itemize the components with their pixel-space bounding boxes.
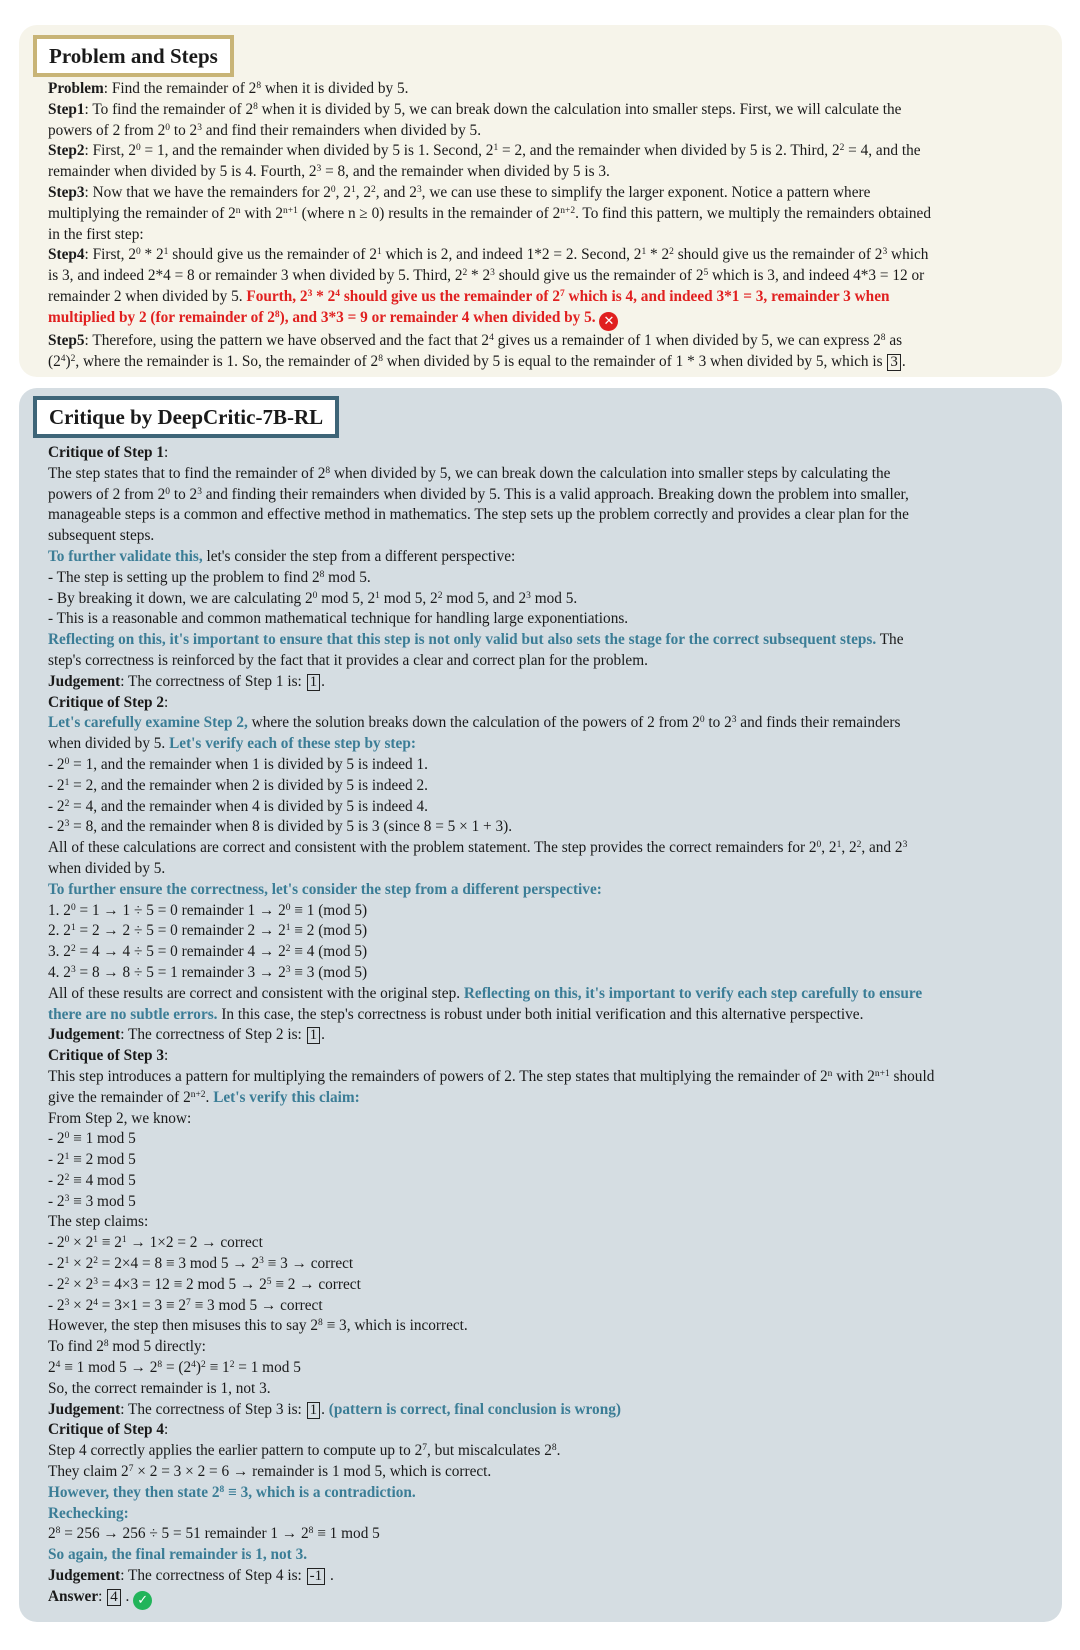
problem-line: powers of 2 from $2^0$ to $2^3$ and find their remainders when divided by 5. (48, 121, 482, 139)
critique-line: So, the correct remainder is 1, not 3. (48, 1379, 271, 1397)
check-icon: ✓ (133, 1591, 152, 1610)
critique-line: when divided by 5. Let's verify each of these step by step: (48, 735, 416, 753)
critique-line: step's correctness is reinforced by the fact that it provides a clear and correct plan for the problem. (48, 651, 648, 669)
critique-line: when divided by 5. (48, 859, 166, 877)
critique-line: Judgement: The correctness of Step 1 is: 1 . (48, 672, 325, 690)
problem-line: Step5: Therefore, using the pattern we have observed and the fact that $2^4$ gives us a remainder of 1 when divided by 5, we can express $2^8$ as (48, 331, 903, 349)
critique-line: - $2^2 \equiv 4$ mod 5 (48, 1171, 136, 1189)
problem-line: is 3, and indeed 2*4 = 8 or remainder 3 when divided by 5. Third, $2^2 * 2^3$ should give us the remainder of $2^5$ which is 3, and indeed 4*3 = 12 or (48, 267, 925, 285)
critique-title: Critique by DeepCritic-7B-RL (33, 396, 339, 438)
critique-line: However, the step then misuses this to say $2^8 \equiv 3$, which is incorrect. (48, 1317, 468, 1335)
critique-line: - $2^1 \equiv 2$ mod 5 (48, 1151, 136, 1169)
problem-line: Step4: First, $2^0 * 2^1$ should give us the remainder of $2^1$ which is 2, and indeed 1*2 = 2. Second, $2^1 * 2^2$ should give us the remainder of $2^3$ which (48, 246, 929, 264)
critique-line: The step claims: (48, 1213, 149, 1231)
critique-line: - $2^3 \times 2^4 = 3\times 1 = 3 \equiv 2^7 \equiv 3$ mod 5 → correct (48, 1296, 323, 1314)
problem-content (48, 79, 1048, 372)
critique-line: From Step 2, we know: (48, 1109, 192, 1127)
critique-line: To find $2^8$ mod 5 directly: (48, 1338, 206, 1356)
critique-line: Let's carefully examine Step 2, where the solution breaks down the calculation of the powers of 2 from $2^0$ to $2^3$ and finds their remainders (48, 714, 901, 732)
critique-line: - By breaking it down, we are calculating $2^0$ mod 5, $2^1$ mod 5, $2^2$ mod 5, and $2^3$ mod 5. (48, 589, 578, 607)
critique-line: subsequent steps. (48, 527, 155, 545)
problem-line: remainder 2 when divided by 5. Fourth, $2^3 * 2^4$ should give us the remainder of $2^7$ which is 4, and indeed 3*1 = 3, remainder 3 when (48, 287, 890, 305)
critique-line: They claim $2^7 \times 2 = 3 \times 2 = 6$ → remainder is 1 mod 5, which is correct. (48, 1463, 492, 1481)
problem-line: Step2: First, $2^0 = 1$, and the remainder when divided by 5 is 1. Second, $2^1 = 2$, and the remainder when divided by 5 is 2. Third, $2^2 = 4$, and the (48, 142, 921, 160)
critique-line: To further ensure the correctness, let's consider the step from a different perspective: (48, 880, 602, 898)
critique-line: 4. $2^3 = 8 \to 8 \div 5 = 1$ remainder $3 \to 2^3 \equiv 3$ (mod 5) (48, 963, 368, 981)
critique-line: - $2^1 = 2$, and the remainder when 2 is divided by 5 is indeed 2. (48, 776, 428, 794)
problem-line: multiplied by 2 (for remainder of $2^8$), and 3*3 = 9 or remainder 4 when divided by 5. ✕ (48, 308, 1048, 331)
critique-line: powers of 2 from $2^0$ to $2^3$ and finding their remainders when divided by 5. This is a valid approach. Breaking down the problem into smaller, (48, 485, 909, 503)
critique-panel (19, 388, 1062, 1622)
critique-line: Judgement: The correctness of Step 2 is: 1 . (48, 1026, 325, 1044)
critique-line: - $2^0 \equiv 1$ mod 5 (48, 1130, 136, 1148)
critique-content (48, 443, 1048, 1610)
problem-line: $(2^4)^2$, where the remainder is 1. So, the remainder of $2^8$ when divided by 5 is equal to the remainder of 1 * 3 when divided by 5, which is 3 . (48, 352, 906, 370)
critique-line: However, they then state $2^8 \equiv 3$, which is a contradiction. (48, 1483, 416, 1501)
critique-line: Critique of Step 3: (48, 1047, 169, 1065)
problem-title: Problem and Steps (33, 35, 234, 77)
critique-line: Answer: 4 . ✓ (48, 1587, 1048, 1610)
critique-line: Step 4 correctly applies the earlier pattern to compute up to $2^7$, but miscalculates $2^8$. (48, 1442, 561, 1460)
critique-line: manageable steps is a common and effective method in mathematics. The step sets up the problem correctly and provides a clear plan for the (48, 506, 909, 524)
critique-line: - $2^0 \times 2^1 \equiv 2^1 \to 1\times 2 = 2$ → correct (48, 1234, 263, 1252)
critique-line: - $2^3 \equiv 3$ mod 5 (48, 1192, 136, 1210)
problem-line: Step1: To find the remainder of $2^8$ when it is divided by 5, we can break down the calculation into smaller steps. First, we will calculate the (48, 100, 902, 118)
critique-line: Critique of Step 2: (48, 693, 169, 711)
critique-line: $2^8 = 256 \to 256 \div 5 = 51$ remainder $1 \to 2^8 \equiv 1$ mod 5 (48, 1525, 380, 1543)
critique-line: - $2^0 = 1$, and the remainder when 1 is divided by 5 is indeed 1. (48, 755, 428, 773)
critique-line: Critique of Step 1: (48, 444, 169, 461)
critique-line: - This is a reasonable and common mathematical technique for handling large exponentiations. (48, 610, 629, 628)
critique-line: The step states that to find the remainder of $2^8$ when divided by 5, we can break down the calculation into smaller steps by calculating the (48, 464, 891, 482)
problem-line: Problem: Find the remainder of $2^8$ when it is divided by 5. (48, 80, 409, 97)
problem-line: Step3: Now that we have the remainders for $2^0$, $2^1$, $2^2$, and $2^3$, we can use these to simplify the larger exponent. Notice a pattern where (48, 183, 871, 201)
critique-line: - $2^2 = 4$, and the remainder when 4 is divided by 5 is indeed 4. (48, 797, 428, 815)
problem-panel (19, 25, 1062, 377)
critique-line: - $2^2 \times 2^3 = 4\times 3 = 12 \equiv 2$ mod $5 \to 2^5 \equiv 2$ → correct (48, 1275, 361, 1293)
problem-line: multiplying the remainder of 2$^n$ with $2^{n+1}$ (where n ≥ 0) results in the remainder of $2^{n+2}$. To find this pattern, we multiply the remainders obtained (48, 204, 931, 222)
critique-line: Judgement: The correctness of Step 4 is: -1 . (48, 1567, 334, 1585)
critique-line: - The step is setting up the problem to find $2^8$ mod 5. (48, 568, 371, 586)
critique-line: 1. $2^0 = 1 \to 1 \div 5 = 0$ remainder $1 \to 2^0 \equiv 1$ (mod 5) (48, 901, 368, 919)
critique-line: there are no subtle errors. In this case, the step's correctness is robust under both initial verification and this alternative perspective. (48, 1005, 864, 1023)
critique-line: To further validate this, let's consider the step from a different perspective: (48, 547, 516, 565)
critique-line: Judgement: The correctness of Step 3 is: 1 . (pattern is correct, final conclusion is wrong) (48, 1400, 621, 1418)
critique-line: Reflecting on this, it's important to ensure that this step is not only valid but also sets the stage for the correct subsequent steps. The (48, 631, 904, 649)
critique-line: $2^4 \equiv 1$ mod $5 \to 2^8 = (2^4)^2 \equiv 1^2 = 1$ mod 5 (48, 1359, 301, 1377)
problem-line: in the first step: (48, 225, 144, 243)
error-x-icon: ✕ (599, 312, 618, 331)
problem-line: remainder when divided by 5 is 4. Fourth, $2^3 = 8$, and the remainder when divided by 5 is 3. (48, 163, 610, 181)
critique-line: give the remainder of $2^{n+2}$. Let's verify this claim: (48, 1088, 360, 1106)
critique-line: So again, the final remainder is 1, not 3. (48, 1546, 308, 1564)
critique-line: - $2^1 \times 2^2 = 2\times 4 = 8 \equiv 3$ mod $5 \to 2^3 \equiv 3$ → correct (48, 1255, 354, 1273)
critique-line: Rechecking: (48, 1504, 129, 1522)
critique-line: All of these results are correct and consistent with the original step. Reflecting on this, it's important to verify each step carefully to ensure (48, 984, 923, 1002)
critique-line: 2. $2^1 = 2 \to 2 \div 5 = 0$ remainder $2 \to 2^1 \equiv 2$ (mod 5) (48, 922, 368, 940)
critique-line: This step introduces a pattern for multiplying the remainders of powers of 2. The step states that multiplying the remainder of 2$^n$ with $2^{n+1}$ should (48, 1067, 935, 1085)
critique-line: - $2^3 = 8$, and the remainder when 8 is divided by 5 is 3 (since 8 = 5 × 1 + 3). (48, 818, 513, 836)
critique-line: All of these calculations are correct and consistent with the problem statement. The step provides the correct remainders for $2^0$, $2^1$, $2^2$, and $2^3$ (48, 839, 908, 857)
critique-line: Critique of Step 4: (48, 1421, 169, 1439)
critique-line: 3. $2^2 = 4 \to 4 \div 5 = 0$ remainder $4 \to 2^2 \equiv 4$ (mod 5) (48, 943, 368, 961)
